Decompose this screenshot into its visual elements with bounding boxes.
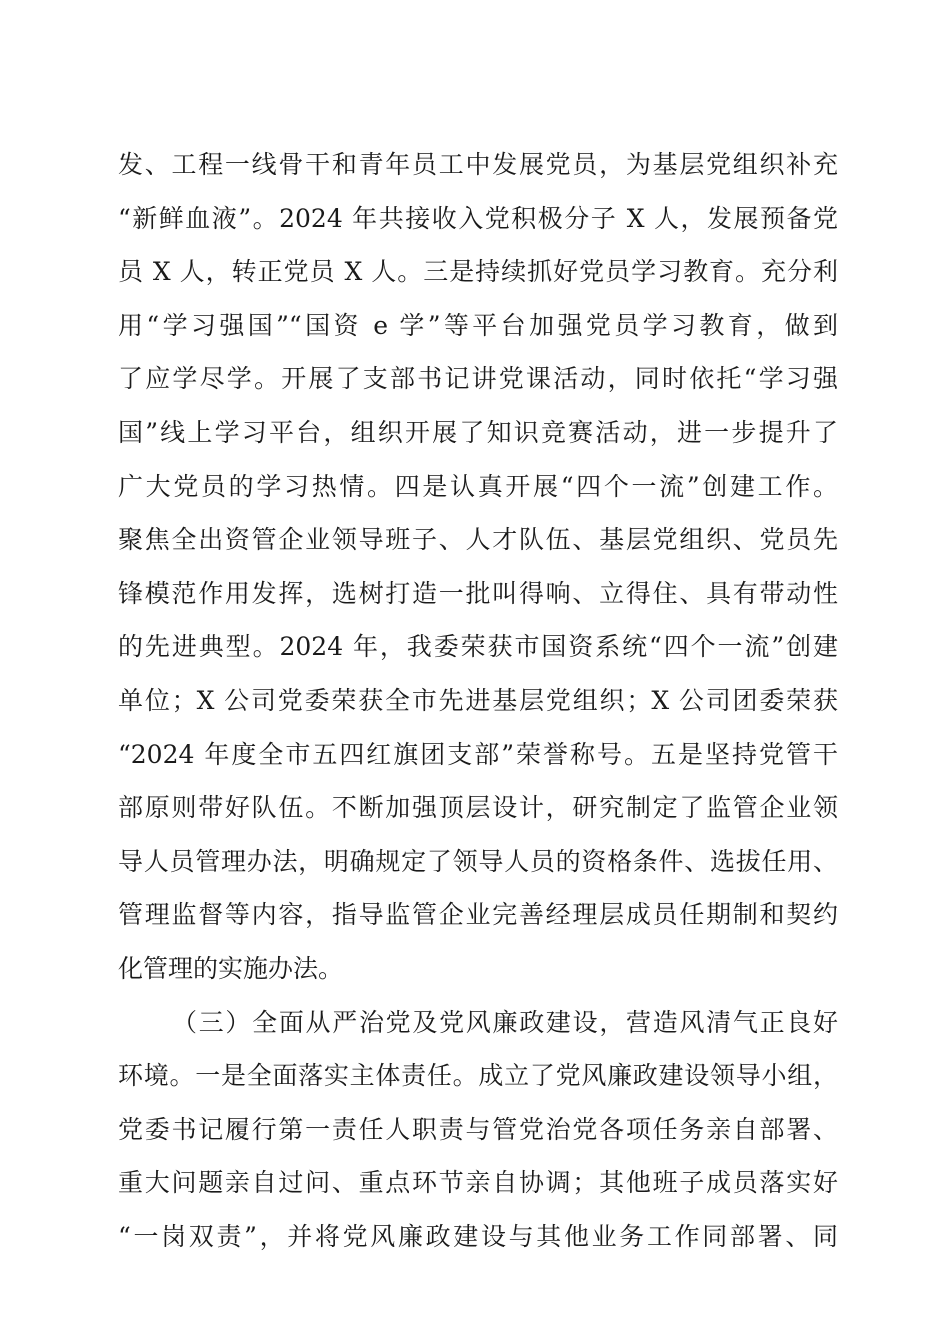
text-line: 员 X 人，转正党员 X 人。三是持续抓好党员学习教育。充分利 xyxy=(118,257,838,287)
text-line: “一岗双责”，并将党风廉政建设与其他业务工作同部署、同 xyxy=(118,1221,838,1251)
text-line: 环境。一是全面落实主体责任。成立了党风廉政建设领导小组， xyxy=(118,1061,838,1091)
text-line: “2024 年度全市五四红旗团支部”荣誉称号。五是坚持党管干 xyxy=(118,739,838,769)
text-line: “新鲜血液”。2024 年共接收入党积极分子 X 人，发展预备党 xyxy=(118,203,838,233)
body-text xyxy=(118,138,838,1263)
text-line: 用“学习强国”“国资 e 学”等平台加强党员学习教育，做到 xyxy=(118,310,838,340)
text-line: 了应学尽学。开展了支部书记讲党课活动，同时依托“学习强 xyxy=(118,364,838,394)
text-line: 的先进典型。2024 年，我委荣获市国资系统“四个一流”创建 xyxy=(118,632,838,662)
text-line: 导人员管理办法，明确规定了领导人员的资格条件、选拔任用、 xyxy=(118,846,838,876)
text-line: 重大问题亲自过问、重点环节亲自协调；其他班子成员落实好 xyxy=(118,1168,838,1198)
text-line: 发、工程一线骨干和青年员工中发展党员，为基层党组织补充 xyxy=(118,150,838,179)
text-line: 管理监督等内容，指导监管企业完善经理层成员任期制和契约 xyxy=(118,900,838,930)
text-line: 单位；X 公司党委荣获全市先进基层党组织；X 公司团委荣获 xyxy=(118,685,838,715)
text-line: 部原则带好队伍。不断加强顶层设计，研究制定了监管企业领 xyxy=(118,793,838,823)
text-line: 锋模范作用发挥，选树打造一批叫得响、立得住、具有带动性 xyxy=(118,578,838,608)
text-line: 聚焦全出资管企业领导班子、人才队伍、基层党组织、党员先 xyxy=(118,525,838,555)
text-line: 化管理的实施办法。 xyxy=(118,953,344,983)
text-line: 党委书记履行第一责任人职责与管党治党各项任务亲自部署、 xyxy=(118,1114,838,1144)
text-line: 国”线上学习平台，组织开展了知识竞赛活动，进一步提升了 xyxy=(118,417,838,447)
section-heading-line: （三）全面从严治党及党风廉政建设，营造风清气正良好 xyxy=(172,1007,838,1037)
text-line: 广大党员的学习热情。四是认真开展“四个一流”创建工作。 xyxy=(118,471,838,501)
